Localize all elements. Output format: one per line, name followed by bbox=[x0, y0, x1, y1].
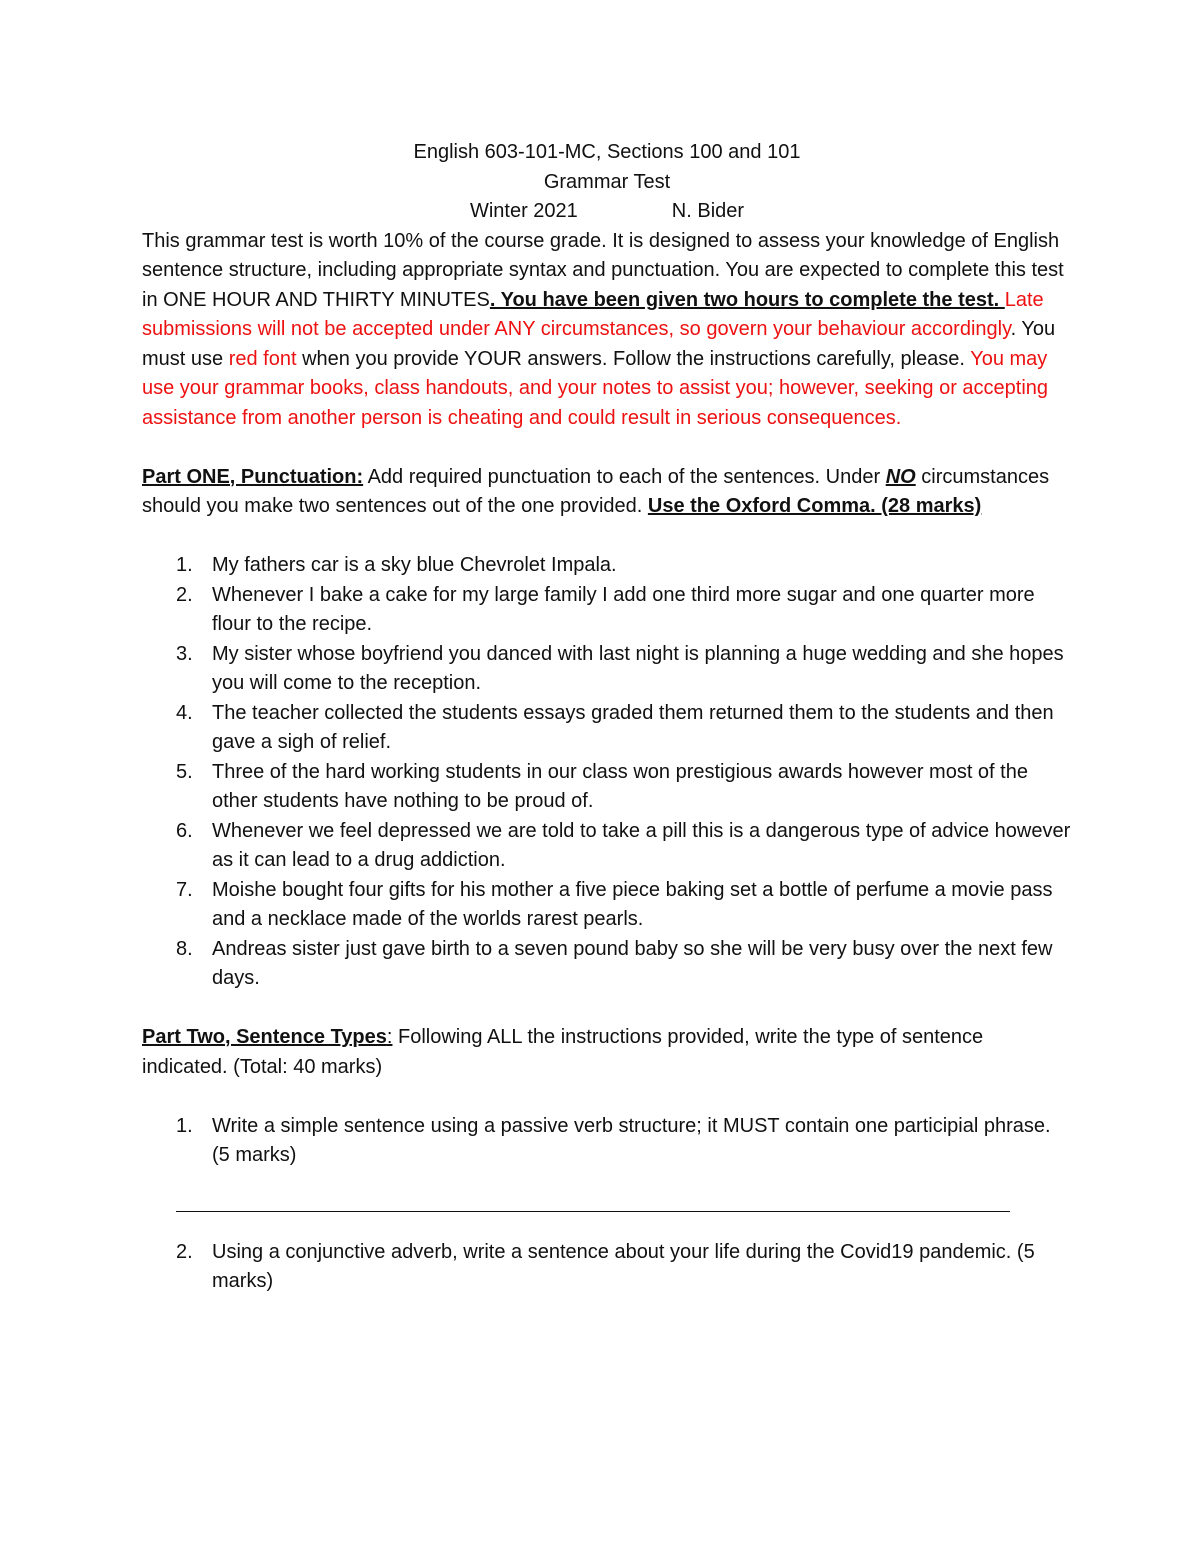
list-item: 1. My fathers car is a sky blue Chevrolet Impala. bbox=[176, 554, 617, 576]
answer-line[interactable] bbox=[176, 1211, 1010, 1212]
part-one-text: Add required punctuation to each of the sentences. Under bbox=[363, 465, 886, 488]
term: Winter 2021 bbox=[469, 200, 578, 222]
part-one-heading: Part ONE, Punctuation: bbox=[142, 465, 364, 488]
test-title: Grammar Test bbox=[543, 170, 671, 193]
part-two-instructions bbox=[142, 1023, 1072, 1082]
list-item: 1. Write a simple sentence using a passive verb structure; it MUST contain one participial phrase. (5 marks) bbox=[176, 1114, 1051, 1166]
part-one-list bbox=[142, 551, 1072, 994]
intro-late-warning: Late submissions will not be accepted under ANY circumstances, so govern your behaviour accordingly bbox=[142, 288, 1044, 340]
intro-time-notice: . You have been given two hours to complete the test. bbox=[489, 288, 1005, 311]
list-item: 2. Whenever I bake a cake for my large family I add one third more sugar and one quarter more flour to the recipe. bbox=[176, 583, 1035, 635]
part-two-list bbox=[142, 1112, 1072, 1171]
part-two-list-continued bbox=[142, 1238, 1072, 1297]
part-one-oxford: Use the Oxford Comma. (28 marks) bbox=[647, 495, 982, 517]
part-one-text-2: circumstances should you make two sentences out of the one provided. bbox=[142, 465, 1050, 517]
intro-text: This grammar test is worth 10% of the course grade. It is designed to assess your knowledge of English sentence structure, including appropriate syntax and punctuation. You are expected to complete this test in ONE HOUR AND THIRTY MINUTES bbox=[142, 229, 1064, 311]
part-one-no: NO bbox=[885, 465, 916, 488]
part-two-heading: Part Two, Sentence Types bbox=[142, 1026, 387, 1048]
list-item: 6. Whenever we feel depressed we are told to take a pill this is a dangerous type of advice however as it can lead to a drug addiction. bbox=[176, 819, 1071, 871]
part-one-instructions bbox=[142, 463, 1072, 522]
list-item: 3. My sister whose boyfriend you danced with last night is planning a huge wedding and she hopes you will come to the reception. bbox=[176, 642, 1064, 694]
list-item: 8. Andreas sister just gave birth to a seven pound baby so she will be very busy over the next few days. bbox=[176, 937, 1053, 989]
list-item: 4. The teacher collected the students essays graded them returned them to the students and then gave a sigh of relief. bbox=[176, 701, 1054, 753]
intro-text-3: when you provide YOUR answers. Follow the instructions carefully, please. bbox=[296, 347, 971, 370]
intro-paragraph bbox=[142, 227, 1072, 434]
term-instructor-line bbox=[142, 197, 1072, 227]
list-item: 5. Three of the hard working students in our class won prestigious awards however most of the other students have nothing to be proud of. bbox=[176, 760, 1028, 812]
intro-cheating-warning: You may use your grammar books, class handouts, and your notes to assist you; however, seeking or accepting assistance from another person is cheating and could result in serious consequences. bbox=[142, 347, 1049, 429]
part-two-text: Following ALL the instructions provided, write the type of sentence indicated. (Total: 40 marks) bbox=[142, 1026, 984, 1078]
part-two-colon: : bbox=[386, 1026, 393, 1048]
list-item: 2. Using a conjunctive adverb, write a sentence about your life during the Covid19 pandemic. (5 marks) bbox=[176, 1240, 1035, 1292]
intro-red-font: red font bbox=[228, 347, 297, 370]
list-item: 7. Moishe bought four gifts for his mother a five piece baking set a bottle of perfume a movie pass and a necklace made of the worlds rarest pearls. bbox=[176, 878, 1053, 930]
instructor: N. Bider bbox=[671, 200, 745, 222]
test-document bbox=[142, 138, 1072, 1297]
intro-text-2: . You must use bbox=[142, 318, 1056, 370]
course-title: English 603-101-MC, Sections 100 and 101 bbox=[413, 141, 801, 163]
